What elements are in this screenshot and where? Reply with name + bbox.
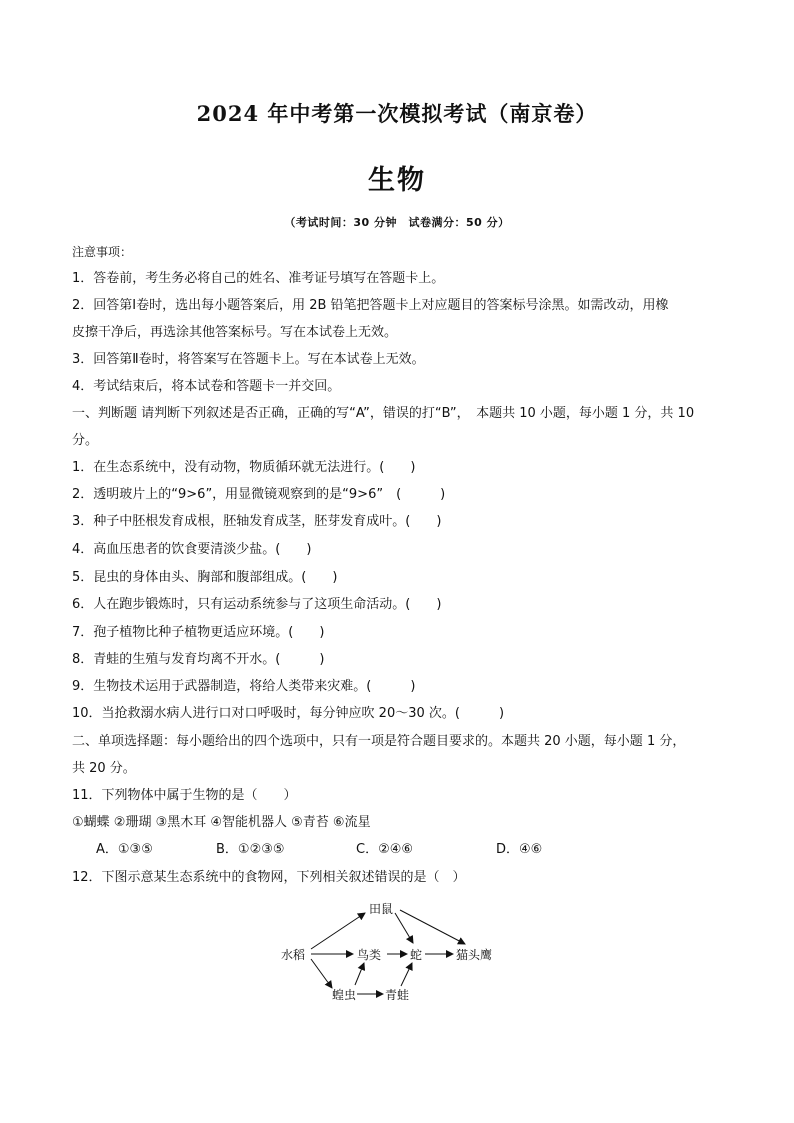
edge-rice-to-vole [311, 913, 365, 949]
judgement-question: 6．人在跑步锻炼时，只有运动系统参与了这项生命活动。( ) [72, 597, 442, 612]
judgement-question: 5．昆虫的身体由头、胸部和腹部组成。( ) [72, 570, 338, 585]
edge-vole-to-snake [395, 913, 413, 943]
judgement-question: 8．青蛙的生殖与发育均离不开水。( ) [72, 652, 325, 667]
notice-item: 1．答卷前，考生务必将自己的姓名、准考证号填写在答题卡上。 [72, 271, 445, 286]
node-bird: 鸟类 [357, 948, 382, 962]
judgement-question: 2．透明玻片上的“9>6”，用显微镜观察到的是“9>6” ( ) [72, 487, 446, 502]
node-snake: 蛇 [410, 948, 423, 962]
notice-heading: 注意事项： [72, 245, 133, 259]
option-b: B．①②③⑤ [216, 842, 285, 857]
notice-item: 2．回答第Ⅰ卷时，选出每小题答案后，用 2B 铅笔把答题卡上对应题目的答案标号涂黑。如需改动，用橡 [72, 298, 669, 313]
node-rice: 水稻 [281, 948, 306, 962]
judgement-question: 3．种子中胚根发育成根，胚轴发育成茎，胚芽发育成叶。( ) [72, 514, 442, 529]
judgement-question: 7．孢子植物比种子植物更适应环境。( ) [72, 625, 325, 640]
exam-meta: （考试时间：30 分钟 试卷满分：50 分） [284, 216, 510, 229]
judgement-question: 10．当抢救溺水病人进行口对口呼吸时，每分钟应吹 20～30 次。( ) [72, 706, 505, 721]
question-11-items: ①蝴蝶 ②珊瑚 ③黑木耳 ④智能机器人 ⑤青苔 ⑥流星 [72, 815, 371, 830]
exam-title: 2024 年中考第一次模拟考试（南京卷） [196, 101, 598, 126]
judgement-question: 4．高血压患者的饮食要清淡少盐。( ) [72, 542, 312, 557]
section1-heading: 一、判断题 请判断下列叙述是否正确，正确的写“A”，错误的打“B”， 本题共 10 小题，每小题 1 分，共 10 [72, 406, 695, 421]
edge-vole-to-owl [400, 910, 465, 944]
judgement-question: 1．在生态系统中，没有动物，物质循环就无法进行。( ) [72, 460, 416, 475]
notice-item: 皮擦干净后，再选涂其他答案标号。写在本试卷上无效。 [72, 325, 398, 340]
option-a: A．①③⑤ [96, 842, 153, 857]
question-11-stem: 11．下列物体中属于生物的是（ ） [72, 788, 297, 803]
question-12-stem: 12．下图示意某生态系统中的食物网，下列相关叙述错误的是（ ） [72, 870, 466, 885]
food-web-diagram [275, 893, 515, 1013]
edge-frog-to-snake [401, 963, 412, 986]
judgement-question: 9．生物技术运用于武器制造，将给人类带来灾难。( ) [72, 679, 416, 694]
question-11-options [96, 841, 756, 859]
notice-item: 3．回答第Ⅱ卷时，将答案写在答题卡上。写在本试卷上无效。 [72, 352, 425, 367]
node-frog: 青蛙 [385, 988, 410, 1002]
node-vole: 田鼠 [369, 902, 394, 916]
notice-item: 4．考试结束后，将本试卷和答题卡一并交回。 [72, 379, 341, 394]
node-owl: 猫头鹰 [456, 948, 493, 962]
section1-heading-cont: 分。 [72, 433, 99, 448]
option-d: D．④⑥ [496, 842, 543, 857]
edge-rice-to-locust [311, 959, 332, 988]
section2-heading-cont: 共 20 分。 [72, 761, 136, 776]
edge-locust-to-bird [355, 963, 364, 985]
option-c: C．②④⑥ [356, 842, 414, 857]
section2-heading: 二、单项选择题：每小题给出的四个选项中，只有一项是符合题目要求的。本题共 20 小题，每小题 1 分， [72, 734, 686, 749]
exam-subject: 生物 [368, 165, 426, 196]
node-locust: 蝗虫 [332, 988, 357, 1002]
